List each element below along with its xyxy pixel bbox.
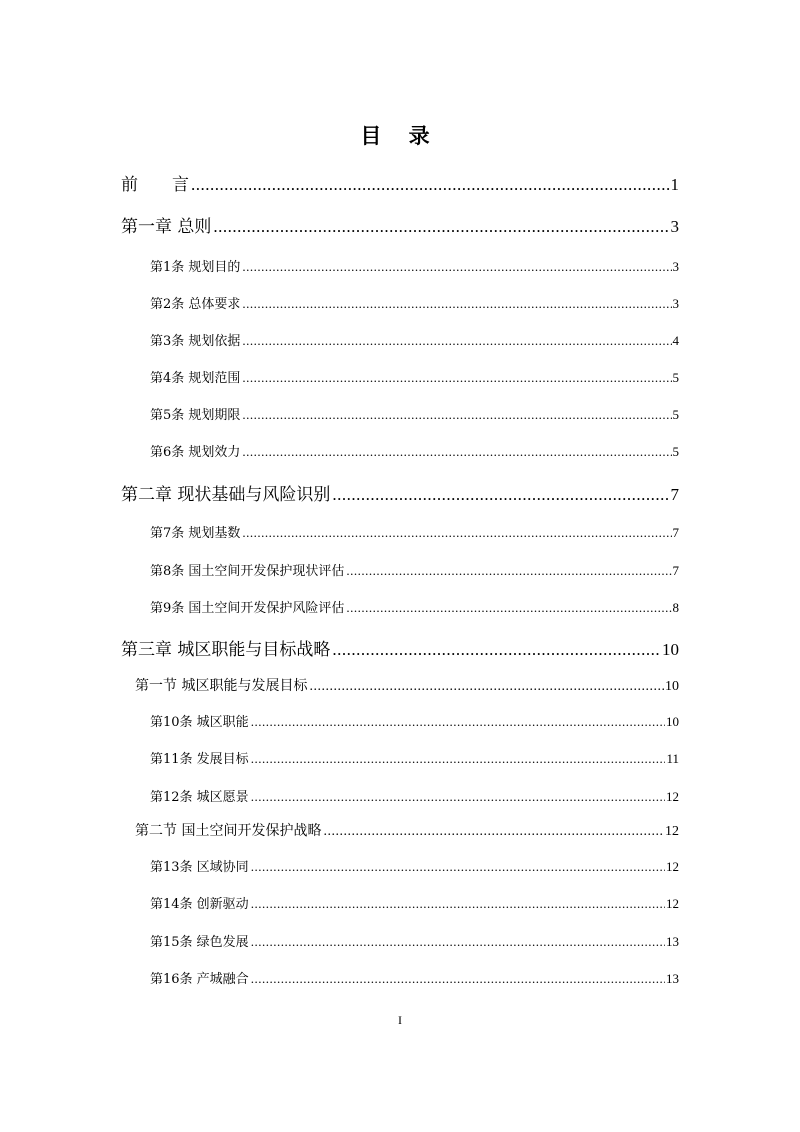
toc-article-entry[interactable] xyxy=(150,256,679,275)
toc-entry-label: 第二节 国土空间开发保护战略 xyxy=(135,823,322,839)
toc-entry-page-number: 11 xyxy=(666,751,679,766)
toc-chapter-entry[interactable] xyxy=(121,480,679,505)
toc-entry-label: 第8条 国土空间开发保护现状评估 xyxy=(150,564,345,579)
dot-leader xyxy=(213,217,669,237)
toc-entry-label: 第6条 规划效力 xyxy=(150,445,241,460)
toc-entry-label: 第1条 规划目的 xyxy=(150,260,241,275)
toc-entry-label: 第15条 绿色发展 xyxy=(150,935,249,950)
toc-entry-page-number: 12 xyxy=(666,859,679,874)
toc-article-entry[interactable] xyxy=(150,367,679,386)
toc-section-entry[interactable] xyxy=(135,820,679,840)
toc-entry-page-number: 5 xyxy=(672,407,679,422)
toc-article-entry[interactable] xyxy=(150,330,679,349)
toc-entry-page-number: 10 xyxy=(662,640,679,659)
toc-entry-page-number: 7 xyxy=(672,525,679,540)
dot-leader xyxy=(332,485,669,505)
toc-entry-page-number: 3 xyxy=(672,259,679,274)
toc-article-entry[interactable] xyxy=(150,968,679,987)
toc-entry-label: 第3条 规划依据 xyxy=(150,334,241,349)
toc-title: 目 录 xyxy=(360,124,440,148)
toc-article-entry[interactable] xyxy=(150,931,679,950)
toc-entry-label: 第14条 创新驱动 xyxy=(150,897,249,912)
dot-leader xyxy=(251,714,665,730)
toc-entry-page-number: 12 xyxy=(665,824,679,839)
toc-chapter-entry[interactable] xyxy=(121,212,679,237)
toc-entry-page-number: 7 xyxy=(672,563,679,578)
dot-leader xyxy=(251,859,665,875)
toc-entry-page-number: 7 xyxy=(670,485,679,504)
toc-section-entry[interactable] xyxy=(135,675,679,695)
dot-leader xyxy=(251,971,665,987)
toc-article-entry[interactable] xyxy=(150,711,679,730)
toc-entry-page-number: 4 xyxy=(672,333,679,348)
toc-entry-page-number: 8 xyxy=(672,600,679,615)
dot-leader xyxy=(251,934,665,950)
toc-entry-label: 第一章 总则 xyxy=(121,217,212,237)
toc-article-entry[interactable] xyxy=(150,748,679,767)
dot-leader xyxy=(251,896,665,912)
toc-entry-page-number: 3 xyxy=(672,296,679,311)
toc-entry-page-number: 13 xyxy=(666,934,679,949)
toc-entry-label: 第2条 总体要求 xyxy=(150,297,241,312)
toc-entry-page-number: 1 xyxy=(670,175,679,194)
toc-chapter-entry[interactable] xyxy=(121,635,679,660)
toc-entry-page-number: 10 xyxy=(666,714,679,729)
dot-leader xyxy=(332,640,661,660)
toc-entry-label: 第三章 城区职能与目标战略 xyxy=(121,640,331,660)
toc-article-entry[interactable] xyxy=(150,522,679,541)
dot-leader xyxy=(242,259,671,275)
toc-article-entry[interactable] xyxy=(150,597,679,616)
toc-chapter-entry[interactable] xyxy=(121,170,679,195)
dot-leader xyxy=(251,751,666,767)
toc-entry-label: 第二章 现状基础与风险识别 xyxy=(121,485,331,505)
dot-leader xyxy=(309,679,664,695)
dot-leader xyxy=(346,600,671,616)
toc-entry-label: 第16条 产城融合 xyxy=(150,972,249,987)
dot-leader xyxy=(323,824,664,840)
toc-article-entry[interactable] xyxy=(150,441,679,460)
toc-entry-label: 第12条 城区愿景 xyxy=(150,790,249,805)
dot-leader xyxy=(242,333,671,349)
toc-entry-label: 第7条 规划基数 xyxy=(150,526,241,541)
toc-entry-page-number: 10 xyxy=(665,679,679,694)
dot-leader xyxy=(242,370,671,386)
toc-entry-label: 第13条 区域协同 xyxy=(150,860,249,875)
dot-leader xyxy=(251,789,665,805)
dot-leader xyxy=(242,444,671,460)
toc-entry-page-number: 3 xyxy=(670,217,679,236)
toc-entry-label: 第11条 发展目标 xyxy=(150,752,249,767)
toc-article-entry[interactable] xyxy=(150,786,679,805)
toc-entry-page-number: 12 xyxy=(666,896,679,911)
toc-entry-page-number: 13 xyxy=(666,971,679,986)
dot-leader xyxy=(191,175,670,195)
toc-article-entry[interactable] xyxy=(150,560,679,579)
toc-entry-label: 前 言 xyxy=(121,175,189,195)
dot-leader xyxy=(242,407,671,423)
toc-article-entry[interactable] xyxy=(150,856,679,875)
toc-entry-page-number: 5 xyxy=(672,444,679,459)
dot-leader xyxy=(242,296,671,312)
toc-article-entry[interactable] xyxy=(150,893,679,912)
dot-leader xyxy=(346,563,671,579)
toc-entry-label: 第一节 城区职能与发展目标 xyxy=(135,678,308,694)
toc-entry-page-number: 12 xyxy=(666,789,679,804)
toc-entry-label: 第9条 国土空间开发保护风险评估 xyxy=(150,601,345,616)
dot-leader xyxy=(242,525,671,541)
toc-entry-label: 第4条 规划范围 xyxy=(150,371,241,386)
page-number-footer: I xyxy=(398,1013,402,1027)
toc-entry-page-number: 5 xyxy=(672,370,679,385)
toc-entry-label: 第10条 城区职能 xyxy=(150,715,249,730)
toc-article-entry[interactable] xyxy=(150,293,679,312)
toc-article-entry[interactable] xyxy=(150,404,679,423)
toc-entry-label: 第5条 规划期限 xyxy=(150,408,241,423)
